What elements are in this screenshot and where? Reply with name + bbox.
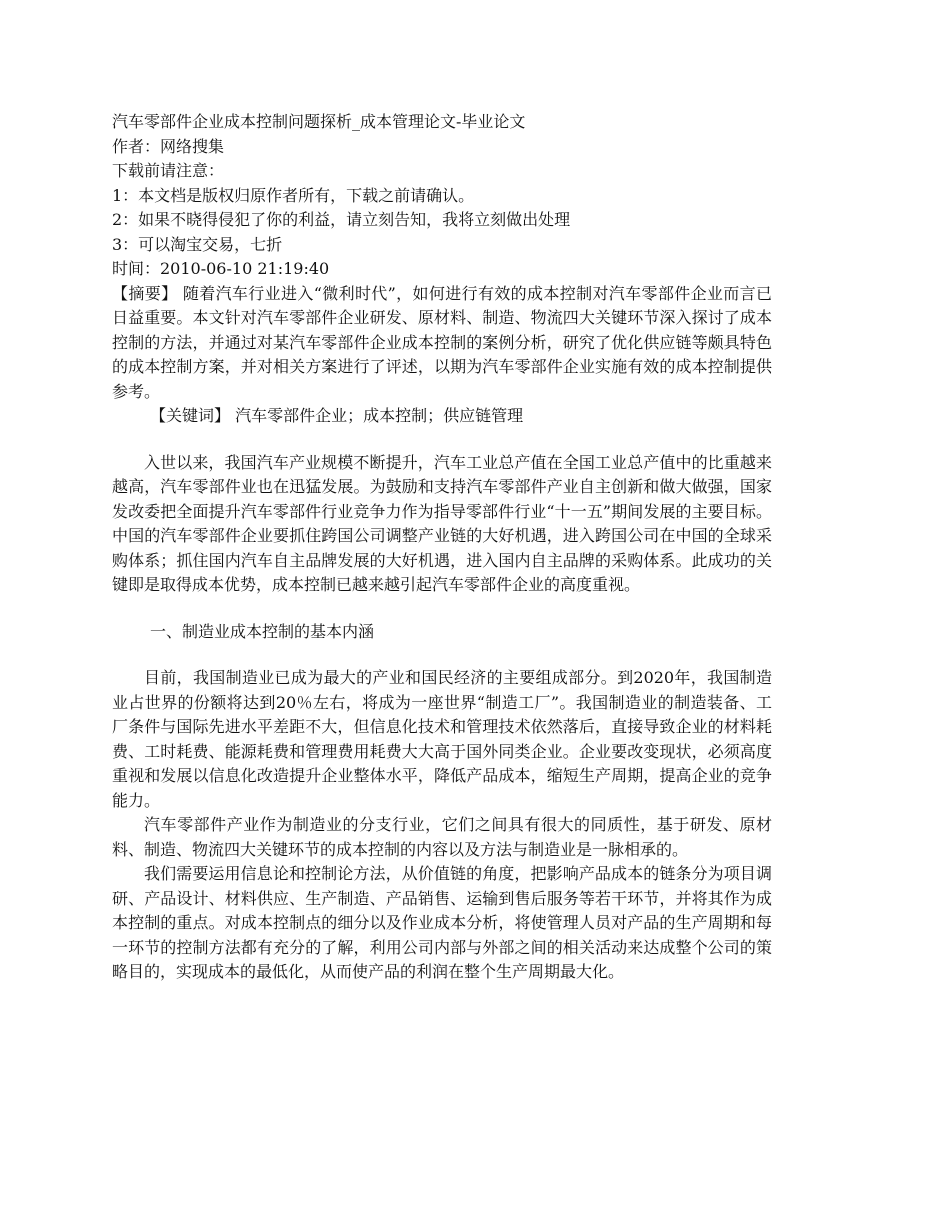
keywords-line: 【关键词】 汽车零部件企业；成本控制；供应链管理 <box>150 406 524 425</box>
intro-paragraph: 入世以来，我国汽车产业规模不断提升，汽车工业总产值在全国工业总产值中的比重越来越高，汽车零部件业也在迅猛发展。为鼓励和支持汽车零部件产业自主创新和做大做强，国家发改委把全面提升汽车零部件行业竞争力作为指导零部件行业“十一五”期间发展的主要目标。中国的汽车零部件企业要抓住跨国公司调整产业链的大好机遇，进入跨国公司在中国的全球采购体系；抓住国内汽车自主品牌发展的大好机遇，进入国内自主品牌的采购体系。此成功的关键即是取得成本优势，成本控制已越来越引起汽车零部件企业的高度重视。 <box>112 452 772 594</box>
section-heading: 一、制造业成本控制的基本内涵 <box>150 621 375 641</box>
notice-item-1: 1：本文档是版权归原作者所有，下载之前请确认。 <box>112 185 475 205</box>
document-title: 汽车零部件企业成本控制问题探析_成本管理论文-毕业论文 <box>112 112 526 131</box>
body-paragraph-2: 汽车零部件产业作为制造业的分支行业，它们之间具有很大的同质性，基于研发、原材料、制造、物流四大关键环节的成本控制的内容以及方法与制造业是一脉相承的。 <box>112 815 772 859</box>
spacer <box>112 644 772 666</box>
notice-heading: 下载前请注意： <box>112 161 225 180</box>
spacer <box>112 598 772 620</box>
timestamp-line: 时间：2010-06-10 21:19:40 <box>112 259 330 278</box>
spacer <box>112 429 772 451</box>
document-body <box>112 110 772 985</box>
body-paragraph-3: 我们需要运用信息论和控制论方法，从价值链的角度，把影响产品成本的链条分为项目调研、产品设计、材料供应、生产制造、产品销售、运输到售后服务等若干环节，并将其作为成本控制的重点。对成本控制点的细分以及作业成本分析，将使管理人员对产品的生产周期和每一环节的控制方法都有充分的了解，利用公司内部与外部之间的相关活动来达成整个公司的策略目的，实现成本的最低化，从而使产品的利润在整个生产周期最大化。 <box>112 864 772 981</box>
author-line: 作者：网络搜集 <box>112 136 225 156</box>
notice-item-2: 2：如果不晓得侵犯了你的利益，请立刻告知，我将立刻做出处理 <box>112 210 571 229</box>
abstract-paragraph: 【摘要】 随着汽车行业进入“微利时代”，如何进行有效的成本控制对汽车零部件企业而言已日益重要。本文针对汽车零部件企业研发、原材料、制造、物流四大关键环节深入探讨了成本控制的方法，并通过对某汽车零部件企业成本控制的案例分析，研究了优化供应链等颇具特色的成本控制方案，并对相关方案进行了评述，以期为汽车零部件企业实施有效的成本控制提供参考。 <box>112 283 772 401</box>
body-paragraph-1: 目前，我国制造业已成为最大的产业和国民经济的主要组成部分。到2020年，我国制造业占世界的份额将达到20％左右，将成为一座世界“制造工厂”。我国制造业的制造装备、工厂条件与国际先进水平差距不大，但信息化技术和管理技术依然落后，直接导致企业的材料耗费、工时耗费、能源耗费和管理费用耗费大大高于国外同类企业。企业要改变现状，必须高度重视和发展以信息化改造提升企业整体水平，降低产品成本，缩短生产周期，提高企业的竞争能力。 <box>112 668 772 810</box>
notice-item-3: 3：可以淘宝交易，七折 <box>112 234 283 254</box>
